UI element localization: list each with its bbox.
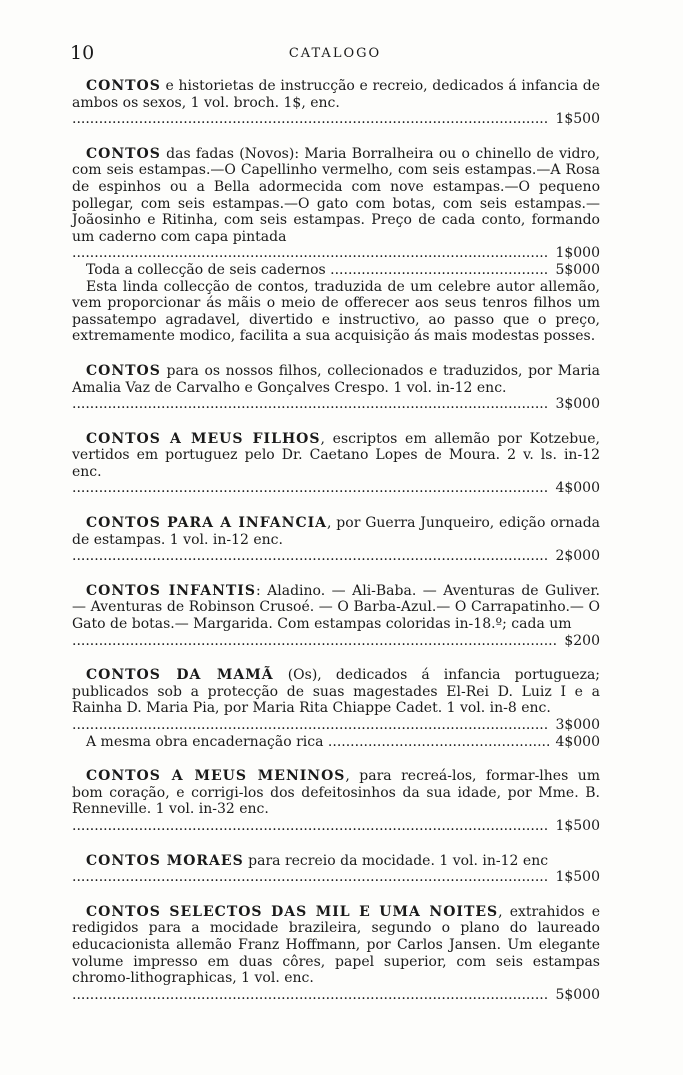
entry-title: CONTOS INFANTIS (86, 582, 256, 599)
page-header (70, 42, 600, 64)
entry-price: 4$000 (549, 480, 600, 497)
entry-title: CONTOS MORAES (86, 852, 244, 869)
catalog-entry (72, 431, 600, 497)
catalog-entry (72, 515, 600, 565)
entry-text: , escriptos em allemão por Kotzebue, vertidos em portuguez pelo Dr. Caetano Lopes de Moura. 2 v. ls. in-12 enc. (72, 430, 600, 480)
entry-title: CONTOS (86, 145, 161, 162)
catalog-entry (72, 363, 600, 413)
catalog-entry (72, 78, 600, 128)
entry-text: (Os), dedicados á infancia portugueza; publicados sob a protecção de suas magestades El-Rei D. Luiz I e a Rainha D. Maria Pia, por Maria Rita Chiappe Cadet. 1 vol. in-8 enc. (72, 667, 601, 717)
dot-leader (72, 987, 549, 1004)
entry-price: 5$000 (549, 987, 600, 1004)
entry-title: CONTOS SELECTOS DAS MIL E UMA NOITES (86, 903, 499, 920)
entry-text: para os nossos filhos, collecionados e traduzidos, por Maria Amalia Vaz de Carvalho e Gonçalves Crespo. 1 vol. in-12 enc. (72, 362, 600, 396)
entry-price: 3$000 (549, 717, 600, 734)
entry-text: das fadas (Novos): Maria Borralheira ou o chinello de vidro, com seis estampas.—O Capellinho vermelho, com seis estampas.—A Rosa de espinhos ou a Bella adormecida com nove estampas.—O pequeno pollegar, com seis estampas.—O gato com botas, com seis estampas.—Joãosinho e Ritinha, com seis estampas. Preço de cada conto, formando um caderno com capa pintada (72, 145, 600, 245)
entry-price: $200 (558, 633, 600, 650)
dot-leader (72, 111, 549, 128)
entry-text: , extrahidos e redigidos para a mocidade brazileira, segundo o plano do laureado educacionista allemão Franz Hoffmann, por Carlos Jansen. Um elegante volume impresso em duas côres, papel superior, com seis estampas chromo-lithographicas, 1 vol. enc. (72, 903, 600, 987)
entry-price: 1$500 (549, 869, 600, 886)
dot-leader (72, 548, 549, 565)
entry-sub-text: A mesma obra encadernação rica ..... (72, 734, 549, 751)
entry-sub-price: 4$000 (549, 734, 600, 751)
entry-title: CONTOS (86, 78, 161, 94)
entry-price: 1$000 (549, 245, 600, 262)
entry-price: 1$500 (549, 818, 600, 835)
catalog-entry (72, 667, 600, 750)
page-number: 10 (70, 42, 95, 64)
dot-leader (72, 717, 549, 734)
catalog-entry (72, 146, 600, 345)
entry-text: e historietas de instrucção e recreio, dedicados á infancia de ambos os sexos, 1 vol. broch. 1$, enc. (72, 78, 600, 111)
entry-note: Esta linda collecção de contos, traduzida de um celebre autor allemão, vem proporcionar ás mãis o meio de offerecer aos seus tenros filhos um passatempo agradavel, divertido e instructivo, ao passo que o preço, extremamente modico, facilita a sua acquisição ás mais modestas posses. (72, 278, 600, 345)
entry-title: CONTOS A MEUS MENINOS (86, 768, 346, 785)
dot-leader (72, 480, 549, 497)
catalog-content (72, 78, 600, 1021)
entry-title: CONTOS (86, 362, 161, 379)
entry-title: CONTOS A MEUS FILHOS (86, 430, 321, 447)
dot-leader (72, 245, 549, 262)
page-title: CATALOGO (288, 46, 382, 61)
catalog-entry (72, 768, 600, 834)
catalog-entry (72, 904, 600, 1004)
entry-price: 1$500 (549, 111, 600, 128)
dot-leader (72, 818, 549, 835)
dot-leader (72, 869, 549, 886)
dot-leader (72, 396, 549, 413)
catalog-entry (72, 853, 600, 886)
entry-text: , por Guerra Junqueiro, edição ornada de estampas. 1 vol. in-12 enc. (72, 515, 601, 548)
entry-title: CONTOS DA MAMÃ (86, 667, 274, 684)
catalog-entry (72, 583, 600, 649)
dot-leader (72, 633, 558, 650)
entry-title: CONTOS PARA A INFANCIA (86, 515, 328, 532)
entry-sub-text: Toda a collecção de seis cadernos ..... (72, 262, 549, 279)
entry-sub-price: 5$000 (549, 262, 600, 279)
entry-text: para recreio da mocidade. 1 vol. in-12 enc (243, 852, 549, 869)
entry-price: 2$000 (549, 548, 600, 565)
entry-text: , para recreá-los, formar-lhes um bom coração, e corrigi-los dos defeitosinhos da sua idade, por Mme. B. Renneville. 1 vol. in-32 enc. (72, 768, 600, 818)
entry-text: : Aladino. — Ali-Baba. — Aventuras de Guliver. — Aventuras de Robinson Crusoé. — O Barba-Azul.— O Carrapatinho.— O Gato de botas.— Margarida. Com estampas coloridas in-18.º; cada um (72, 582, 600, 633)
entry-price: 3$000 (549, 396, 600, 413)
